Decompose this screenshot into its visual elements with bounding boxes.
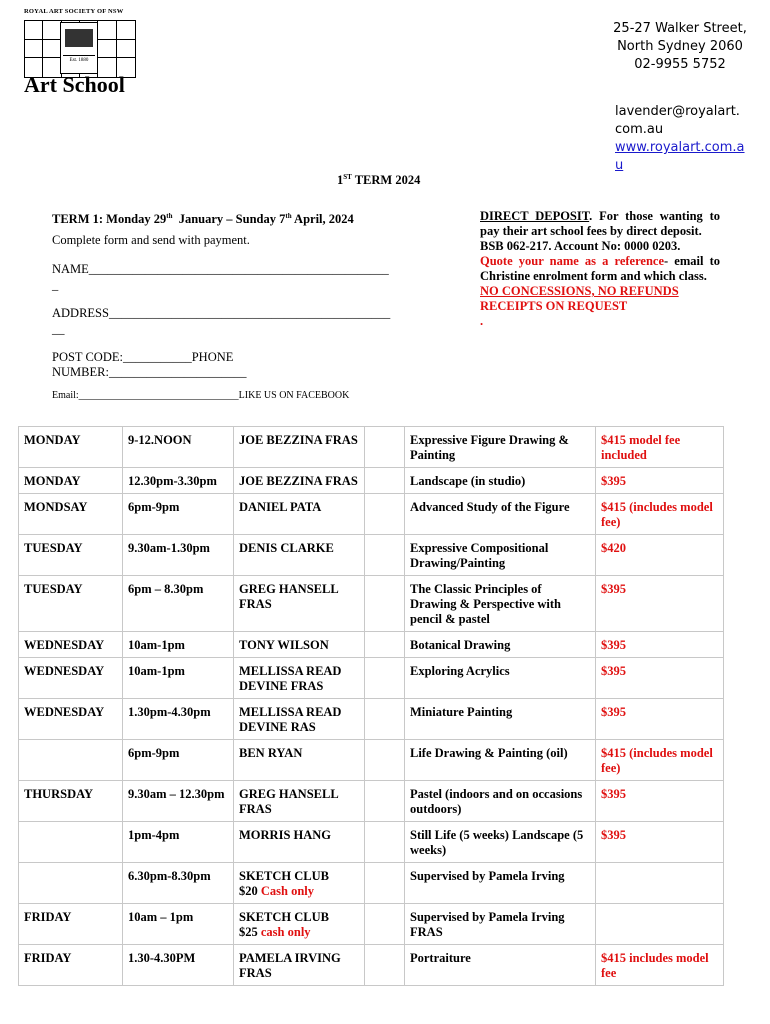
day-cell: FRIDAY — [19, 904, 123, 945]
day-cell: MONDAY — [19, 427, 123, 468]
day-cell — [19, 863, 123, 904]
building-icon — [65, 29, 93, 47]
day-cell: MONDAY — [19, 468, 123, 494]
blank-cell — [365, 863, 405, 904]
tutor-cell: PAMELA IRVING FRAS — [234, 945, 365, 986]
schedule-row — [19, 699, 724, 740]
time-cell: 1.30pm-4.30pm — [123, 699, 234, 740]
schedule-row — [19, 535, 724, 576]
class-schedule-table — [18, 426, 724, 986]
term-heading: 1ST TERM 2024 — [337, 173, 421, 188]
fee-cell: $420 — [596, 535, 724, 576]
phone-number-field[interactable]: NUMBER:______________________ — [52, 365, 247, 379]
receipts-notice: RECEIPTS ON REQUEST — [480, 299, 628, 313]
sketch-club-price: $25 — [239, 925, 261, 939]
day-cell: TUESDAY — [19, 576, 123, 632]
email-line1: lavender@royalart. — [615, 104, 740, 119]
time-cell: 10am – 1pm — [123, 904, 234, 945]
time-cell: 12.30pm-3.30pm — [123, 468, 234, 494]
blank-cell — [365, 781, 405, 822]
day-cell: THURSDAY — [19, 781, 123, 822]
time-cell: 9-12.NOON — [123, 427, 234, 468]
time-cell: 1pm-4pm — [123, 822, 234, 863]
day-cell — [19, 740, 123, 781]
cash-only-note: cash only — [260, 925, 311, 939]
fee-cell: $395 — [596, 658, 724, 699]
fee-cell — [596, 904, 724, 945]
day-cell: WEDNESDAY — [19, 699, 123, 740]
tutor-name: SKETCH CLUB — [239, 910, 329, 924]
blank-cell — [365, 945, 405, 986]
course-cell: Expressive Compositional Drawing/Painting — [405, 535, 596, 576]
time-cell: 10am-1pm — [123, 658, 234, 699]
tutor-cell: DENIS CLARKE — [234, 535, 365, 576]
blank-cell — [365, 699, 405, 740]
tutor-cell: JOE BEZZINA FRAS — [234, 468, 365, 494]
tutor-cell: JOE BEZZINA FRAS — [234, 427, 365, 468]
schedule-row — [19, 658, 724, 699]
course-cell: Still Life (5 weeks) Landscape (5 weeks) — [405, 822, 596, 863]
tutor-cell: TONY WILSON — [234, 632, 365, 658]
course-cell: Advanced Study of the Figure — [405, 494, 596, 535]
fee-cell: $395 — [596, 632, 724, 658]
schedule-row — [19, 740, 724, 781]
blank-cell — [365, 576, 405, 632]
schedule-row — [19, 494, 724, 535]
course-cell: Portraiture — [405, 945, 596, 986]
email-line2: com.au — [615, 122, 664, 137]
day-cell: MONDSAY — [19, 494, 123, 535]
course-cell: Exploring Acrylics — [405, 658, 596, 699]
address-line2: North Sydney 2060 — [617, 39, 743, 54]
schedule-row — [19, 781, 724, 822]
blank-cell — [365, 822, 405, 863]
bank-details: BSB 062-217. Account No: 0000 0203. — [480, 239, 681, 253]
time-cell: 6pm – 8.30pm — [123, 576, 234, 632]
course-cell: Landscape (in studio) — [405, 468, 596, 494]
tutor-cell: GREG HANSELL FRAS — [234, 781, 365, 822]
fee-cell: $395 — [596, 781, 724, 822]
schedule-row — [19, 468, 724, 494]
logo-emblem — [60, 22, 98, 74]
phone-number: 02-9955 5752 — [634, 57, 726, 72]
schedule-row — [19, 427, 724, 468]
address-field[interactable]: ADDRESS_____________________________________________ — [52, 306, 391, 320]
day-cell: WEDNESDAY — [19, 632, 123, 658]
postcode-phone-field[interactable]: POST CODE:___________PHONE — [52, 350, 234, 364]
name-field-cont: _ — [52, 278, 59, 292]
fee-cell: $395 — [596, 699, 724, 740]
form-instruction: Complete form and send with payment. — [52, 233, 250, 247]
schedule-row — [19, 822, 724, 863]
schedule-row — [19, 904, 724, 945]
name-field[interactable]: NAME________________________________________________ — [52, 262, 389, 276]
day-cell: TUESDAY — [19, 535, 123, 576]
course-cell: Miniature Painting — [405, 699, 596, 740]
schedule-row — [19, 863, 724, 904]
blank-cell — [365, 468, 405, 494]
time-cell: 6.30pm-8.30pm — [123, 863, 234, 904]
blank-cell — [365, 494, 405, 535]
fee-cell — [596, 863, 724, 904]
course-cell: Botanical Drawing — [405, 632, 596, 658]
fee-cell: $415 includes model fee — [596, 945, 724, 986]
contact-online — [615, 103, 765, 175]
sketch-club-price: $20 — [239, 884, 261, 898]
website-link-line1[interactable]: www.royalart.com.a — [615, 140, 745, 155]
reference-instruction: Quote your name as a reference — [480, 254, 665, 268]
logo-est: Est. 1880 — [63, 55, 95, 63]
time-cell: 9.30am-1.30pm — [123, 535, 234, 576]
contact-address — [600, 20, 760, 74]
course-cell: Supervised by Pamela Irving FRAS — [405, 904, 596, 945]
tutor-name: SKETCH CLUB — [239, 869, 329, 883]
time-cell: 10am-1pm — [123, 632, 234, 658]
tutor-cell: MELLISSA READ DEVINE FRAS — [234, 658, 365, 699]
direct-deposit-title: DIRECT DEPOSIT — [480, 209, 590, 223]
fee-cell: $415 (includes model fee) — [596, 740, 724, 781]
schedule-row — [19, 945, 724, 986]
fee-cell: $395 — [596, 822, 724, 863]
time-cell: 6pm-9pm — [123, 494, 234, 535]
course-cell: Life Drawing & Painting (oil) — [405, 740, 596, 781]
tutor-cell: MELLISSA READ DEVINE RAS — [234, 699, 365, 740]
tutor-cell — [234, 863, 365, 904]
blank-cell — [365, 632, 405, 658]
direct-deposit-info: DIRECT DEPOSIT. For those wanting to pay their art school fees by direct deposit. BSB 062-217. Account No: 0000 0203. Quote your name as a reference- email to Christine enrolment form and which class. NO CONCESSIONS, NO REFUNDS RECEIPTS ON REQUEST . — [480, 209, 720, 328]
schedule-row — [19, 576, 724, 632]
fee-cell: $395 — [596, 576, 724, 632]
blank-cell — [365, 427, 405, 468]
day-cell — [19, 822, 123, 863]
term-dates: TERM 1: Monday 29th January – Sunday 7th April, 2024 — [52, 212, 354, 227]
time-cell: 6pm-9pm — [123, 740, 234, 781]
tutor-cell: GREG HANSELL FRAS — [234, 576, 365, 632]
school-logo — [24, 8, 139, 96]
blank-cell — [365, 740, 405, 781]
cash-only-note: Cash only — [260, 884, 315, 898]
fee-cell: $415 model fee included — [596, 427, 724, 468]
tutor-cell: MORRIS HANG — [234, 822, 365, 863]
no-concessions-notice: NO CONCESSIONS, NO REFUNDS — [480, 284, 679, 298]
fee-cell: $415 (includes model fee) — [596, 494, 724, 535]
email-facebook-line[interactable]: Email:________________________________LIKE US ON FACEBOOK — [52, 390, 350, 401]
schedule-row — [19, 632, 724, 658]
tutor-cell: BEN RYAN — [234, 740, 365, 781]
logo-name: Art School — [24, 72, 125, 97]
blank-cell — [365, 904, 405, 945]
day-cell: FRIDAY — [19, 945, 123, 986]
course-cell: Supervised by Pamela Irving — [405, 863, 596, 904]
time-cell: 9.30am – 12.30pm — [123, 781, 234, 822]
logo-society-text: ROYAL ART SOCIETY OF NSW — [24, 8, 124, 15]
fee-cell: $395 — [596, 468, 724, 494]
day-cell: WEDNESDAY — [19, 658, 123, 699]
blank-cell — [365, 535, 405, 576]
time-cell: 1.30-4.30PM — [123, 945, 234, 986]
address-line1: 25-27 Walker Street, — [613, 21, 747, 36]
course-cell: Expressive Figure Drawing & Painting — [405, 427, 596, 468]
tutor-cell — [234, 904, 365, 945]
tutor-cell: DANIEL PATA — [234, 494, 365, 535]
website-link-line2[interactable]: u — [615, 158, 624, 173]
address-field-cont: __ — [52, 322, 65, 336]
course-cell: Pastel (indoors and on occasions outdoors) — [405, 781, 596, 822]
course-cell: The Classic Principles of Drawing & Perspective with pencil & pastel — [405, 576, 596, 632]
blank-cell — [365, 658, 405, 699]
